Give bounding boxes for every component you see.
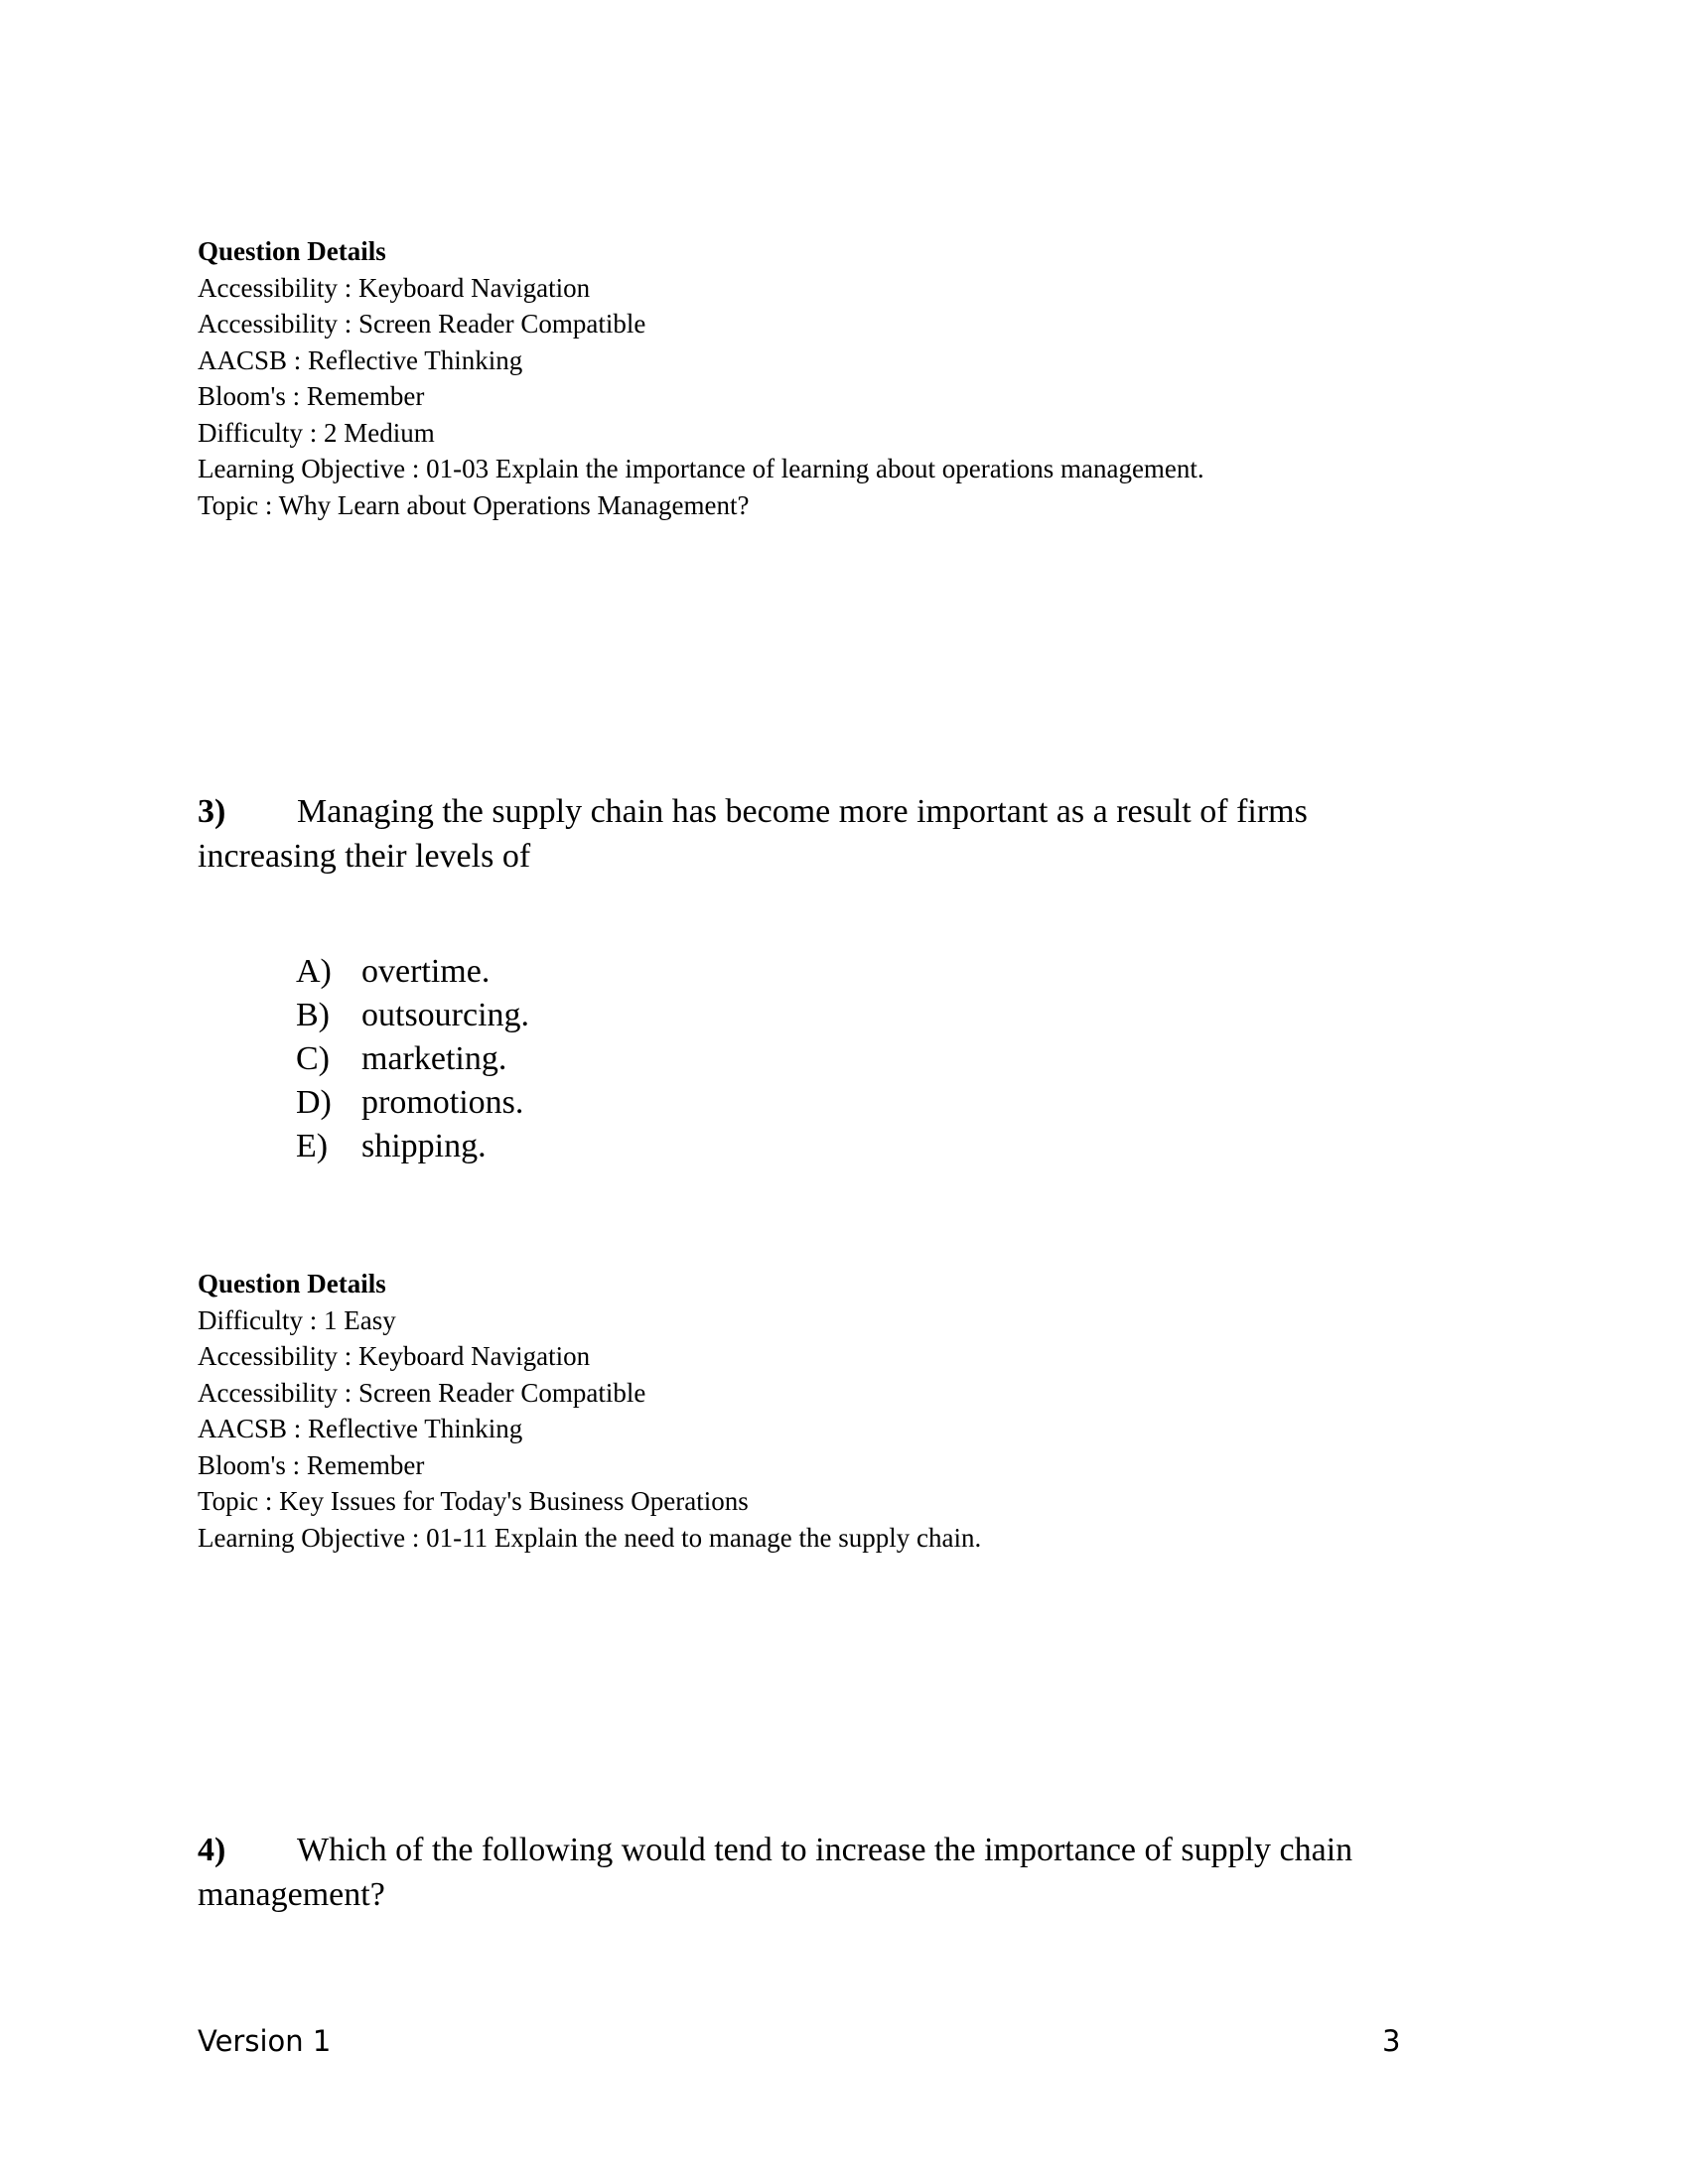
choice-e[interactable] bbox=[296, 1125, 529, 1168]
footer-version: Version 1 bbox=[198, 2024, 332, 2058]
question-3 bbox=[198, 789, 1449, 879]
choice-letter: B) bbox=[296, 997, 330, 1033]
details-line: Bloom's : Remember bbox=[198, 381, 425, 411]
details-line: Learning Objective : 01-11 Explain the need to manage the supply chain. bbox=[198, 1522, 982, 1553]
page-number: 3 bbox=[1382, 2024, 1401, 2058]
details-line: Accessibility : Keyboard Navigation bbox=[198, 272, 591, 303]
choice-letter: A) bbox=[296, 953, 332, 990]
question-4 bbox=[198, 1828, 1449, 1917]
details-line: Topic : Key Issues for Today's Business Operations bbox=[198, 1486, 749, 1516]
details-line: AACSB : Reflective Thinking bbox=[198, 344, 523, 375]
details-line: Topic : Why Learn about Operations Management? bbox=[198, 489, 750, 520]
choice-text: shipping. bbox=[361, 1128, 487, 1164]
choice-text: outsourcing. bbox=[361, 997, 530, 1033]
question-number: 3) bbox=[198, 793, 226, 830]
choice-a[interactable] bbox=[296, 950, 529, 994]
question-text: Managing the supply chain has become more important as a result of firms increasing their levels of bbox=[198, 793, 1308, 875]
details-line: Difficulty : 1 Easy bbox=[198, 1304, 396, 1335]
details-heading: Question Details bbox=[198, 236, 386, 266]
details-line: Accessibility : Keyboard Navigation bbox=[198, 1341, 591, 1371]
details-line: Bloom's : Remember bbox=[198, 1449, 425, 1480]
details-line: Accessibility : Screen Reader Compatible bbox=[198, 309, 646, 339]
choice-letter: D) bbox=[296, 1084, 332, 1121]
details-line: Accessibility : Screen Reader Compatible bbox=[198, 1377, 646, 1408]
choice-text: overtime. bbox=[361, 953, 491, 990]
question-number: 4) bbox=[198, 1832, 226, 1868]
question-details-block-2 bbox=[198, 1266, 981, 1556]
answer-choices bbox=[296, 950, 529, 1168]
choice-letter: E) bbox=[296, 1128, 329, 1164]
details-line: Learning Objective : 01-03 Explain the importance of learning about operations management. bbox=[198, 454, 1204, 483]
choice-text: marketing. bbox=[361, 1040, 507, 1077]
question-details-block-1 bbox=[198, 233, 1204, 523]
choice-c[interactable] bbox=[296, 1037, 529, 1081]
choice-d[interactable] bbox=[296, 1081, 529, 1125]
details-line: AACSB : Reflective Thinking bbox=[198, 1414, 523, 1443]
question-text: Which of the following would tend to increase the importance of supply chain management? bbox=[198, 1832, 1353, 1913]
details-heading: Question Details bbox=[198, 1269, 386, 1298]
choice-text: promotions. bbox=[361, 1084, 524, 1121]
details-line: Difficulty : 2 Medium bbox=[198, 417, 435, 448]
choice-b[interactable] bbox=[296, 994, 529, 1037]
choice-letter: C) bbox=[296, 1040, 330, 1077]
